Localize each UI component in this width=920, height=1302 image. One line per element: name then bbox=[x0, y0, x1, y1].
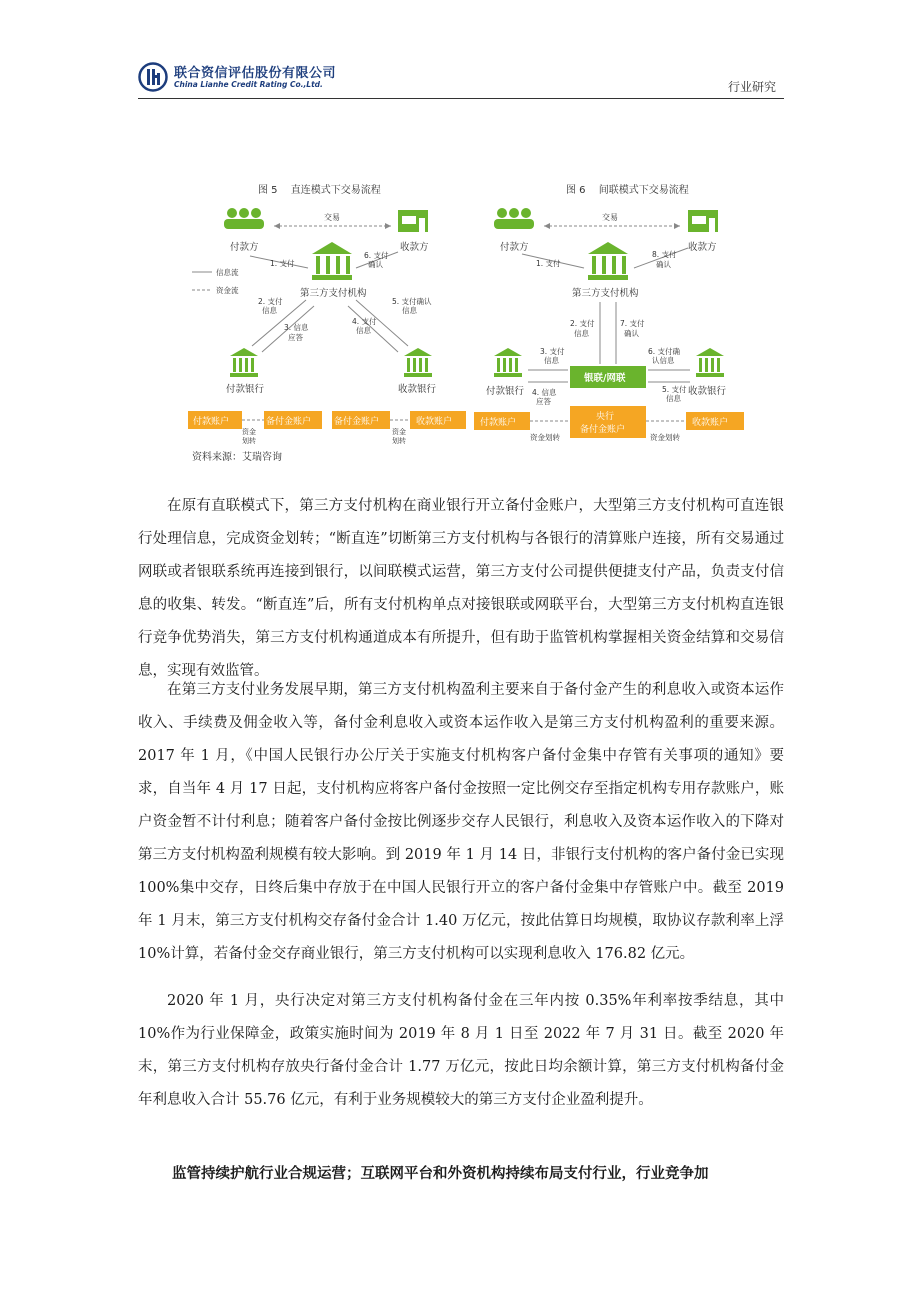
fig6-acct-central-a: 央行 bbox=[596, 412, 615, 422]
fig6-step3b: 信息 bbox=[544, 356, 559, 365]
fig6-step5b: 信息 bbox=[666, 394, 681, 403]
fig6-acct-central-b: 备付金账户 bbox=[580, 425, 626, 435]
fig5-payee: 收款方 bbox=[400, 242, 429, 253]
fig6-payee: 收款方 bbox=[688, 242, 717, 253]
company-name-en: China Lianhe Credit Rating Co.,Ltd. bbox=[174, 80, 323, 89]
fig6-trade: 交易 bbox=[602, 213, 618, 222]
fig5-legend-info: 信息流 bbox=[216, 268, 239, 277]
fig5-step3a: 3. 信息 bbox=[284, 323, 309, 332]
fig6-step6b: 认信息 bbox=[652, 356, 675, 365]
fig5-step5b: 信息 bbox=[402, 306, 417, 315]
fig5-step1: 1. 支付 bbox=[270, 259, 295, 268]
payee-shop-icon bbox=[398, 210, 428, 232]
fig5-step4a: 4. 支付 bbox=[352, 317, 377, 326]
figure5-direct-flow-diagram bbox=[186, 200, 468, 448]
fig6-step8b: 确认 bbox=[656, 260, 671, 269]
fig6-step4b: 应答 bbox=[536, 397, 551, 406]
fig5-transfer-b: 划转 bbox=[242, 437, 256, 445]
paragraph-2 bbox=[138, 674, 784, 971]
fig6-union: 银联/网联 bbox=[584, 373, 626, 384]
paragraph-3 bbox=[138, 985, 784, 1117]
fig5-step2b: 信息 bbox=[262, 306, 277, 315]
fig6-step7b: 确认 bbox=[624, 329, 639, 338]
fig6-payee-bank: 收款银行 bbox=[688, 386, 727, 397]
fig6-step4a: 4. 信息 bbox=[532, 388, 557, 397]
paragraph-1 bbox=[138, 490, 784, 688]
fig5-acct2: 备付金账户 bbox=[266, 417, 312, 427]
fig5-step4b: 信息 bbox=[356, 326, 371, 335]
fig6-step5a: 5. 支付 bbox=[662, 385, 687, 394]
fig6-acct-payee: 收款账户 bbox=[692, 418, 729, 428]
fig6-step3a: 3. 支付 bbox=[540, 347, 565, 356]
fig6-acct-payer: 付款账户 bbox=[480, 418, 517, 428]
fig5-step6b: 确认 bbox=[368, 260, 383, 269]
fig5-payer: 付款方 bbox=[230, 242, 259, 253]
fig5-transfer-c: 资金 bbox=[392, 428, 406, 436]
page-header bbox=[138, 60, 784, 99]
paragraph-1-text: 在原有直联模式下，第三方支付机构在商业银行开立备付金账户，大型第三方支付机构可直连银行处理信息，完成资金划转；“断直连”切断第三方支付机构与各银行的清算账户连接，所有交易通过网联或者银联系统再连接到银行，以间联模式运营，第三方支付公司提供便捷支付产品，负责支付信息的收集、转发。“断直连”后，所有支付机构单点对接银联或网联平台，大型第三方支付机构直连银行竞争优势消失，第三方支付机构通道成本有所提升，但有助于监管机构掌握相关资金结算和交易信息，实现有效监管。 bbox=[138, 498, 784, 679]
paragraph-3-text: 2020 年 1 月，央行决定对第三方支付机构备付金在三年内按 0.35%年利率按季结息，其中 10%作为行业保障金，政策实施时间为 2019 年 8 月 1 日至 2022 年 7 月 31 日。截至 2020 年末，第三方支付机构存放央行备付金合计 1.77 万亿元，按此日均余额计算，第三方支付机构备付金年利息收入合计 55.76 亿元，有利于业务规模较大的第三方支付企业盈利提升。 bbox=[138, 993, 784, 1108]
fig5-legend-fund: 资金流 bbox=[216, 286, 239, 295]
fig5-step5a: 5. 支付确认 bbox=[392, 297, 432, 306]
company-name-cn: 联合资信评估股份有限公司 bbox=[174, 66, 337, 81]
fig5-trade: 交易 bbox=[324, 213, 340, 222]
figure6-indirect-flow-diagram bbox=[466, 200, 750, 448]
fig5-step3b: 应答 bbox=[288, 333, 303, 342]
fig6-step2a: 2. 支付 bbox=[570, 319, 595, 328]
fig5-step2a: 2. 支付 bbox=[258, 297, 283, 306]
fig5-payer-bank: 付款银行 bbox=[226, 384, 265, 395]
fig5-acct4: 收款账户 bbox=[416, 417, 453, 427]
fig5-payee-bank: 收款银行 bbox=[398, 384, 437, 395]
fig5-acct1: 付款账户 bbox=[193, 417, 230, 427]
paragraph-2-text: 在第三方支付业务发展早期，第三方支付机构盈利主要来自于备付金产生的利息收入或资本运作收入、手续费及佣金收入等，备付金利息收入或资本运作收入是第三方支付机构盈利的重要来源。2017 年 1 月，《中国人民银行办公厅关于实施支付机构客户备付金集中存管有关事项的通知》要求，自当年 4 月 17 日起，支付机构应将客户备付金按照一定比例交存至指定机构专用存款账户，账户资金暂不计付利息；随着客户备付金按比例逐步交存人民银行，利息收入及资本运作收入的下降对第三方支付机构盈利规模有较大影响。到 2019 年 1 月 14 日，非银行支付机构的客户备付金已实现 100%集中交存，日终后集中存放于在中国人民银行开立的客户备付金集中存管账户中。截至 2019 年 1 月末，第三方支付机构交存备付金合计 1.40 万亿元，按此估算日均规模，取协议存款利率上浮 10%计算，若备付金交存商业银行，第三方支付机构可以实现利息收入 176.82 亿元。 bbox=[138, 682, 784, 962]
payee-shop-icon bbox=[688, 210, 718, 232]
fig6-transfer2: 资金划转 bbox=[650, 433, 680, 442]
figure-source: 资料来源：艾瑞咨询 bbox=[192, 452, 282, 463]
fig6-payer-bank: 付款银行 bbox=[486, 386, 525, 397]
fig6-step1: 1. 支付 bbox=[536, 259, 561, 268]
figure5-caption: 图 5 直连模式下交易流程 bbox=[258, 185, 381, 196]
section-label: 行业研究 bbox=[727, 80, 776, 94]
fig6-payer: 付款方 bbox=[500, 242, 529, 253]
fig6-transfer1: 资金划转 bbox=[530, 433, 560, 442]
lianhe-logo-icon bbox=[138, 62, 168, 92]
fig5-acct3: 备付金账户 bbox=[334, 417, 380, 427]
fig5-tpp: 第三方支付机构 bbox=[300, 288, 367, 299]
fig5-transfer-d: 划转 bbox=[392, 437, 406, 445]
fig5-transfer-a: 资金 bbox=[242, 428, 256, 436]
fig6-step7a: 7. 支付 bbox=[620, 319, 645, 328]
fig6-step8a: 8. 支付 bbox=[652, 250, 677, 259]
fig6-step6a: 6. 支付确 bbox=[648, 347, 681, 356]
section-heading: 监管持续护航行业合规运营；互联网平台和外资机构持续布局支付行业，行业竞争加 bbox=[172, 1166, 709, 1182]
fig6-step2b: 信息 bbox=[574, 329, 589, 338]
figure6-caption: 图 6 间联模式下交易流程 bbox=[566, 185, 689, 196]
fig6-tpp: 第三方支付机构 bbox=[572, 288, 639, 299]
fig5-step6a: 6. 支付 bbox=[364, 251, 389, 260]
